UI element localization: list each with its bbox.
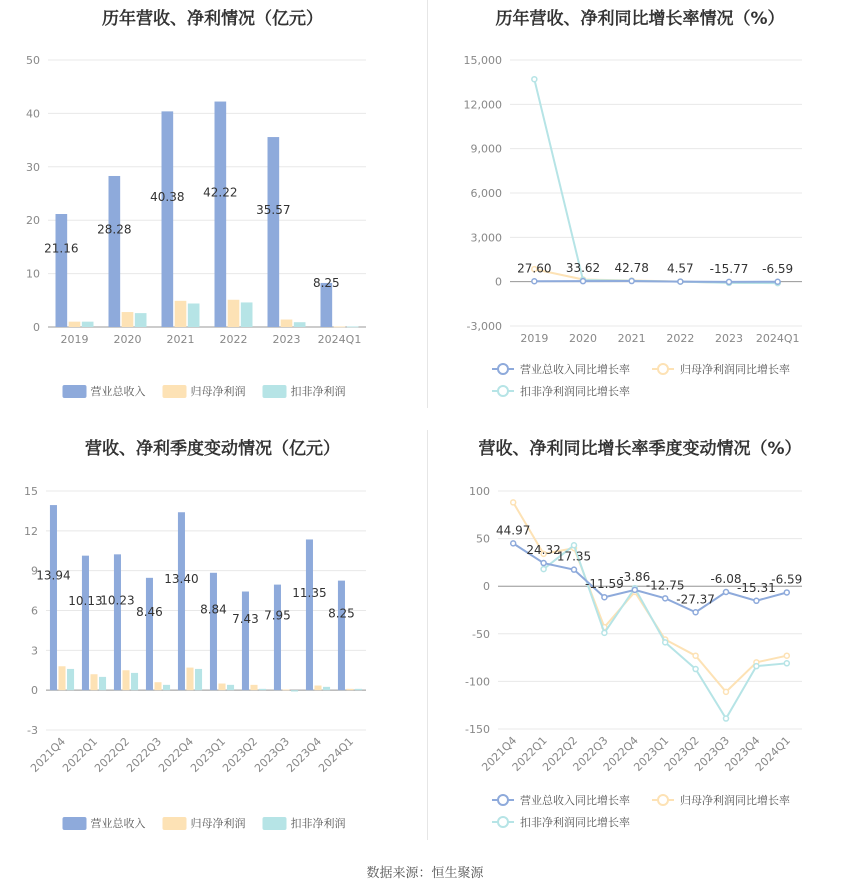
data-label: -12.75 (645, 578, 685, 593)
data-label: 28.28 (97, 222, 132, 237)
x-tick-label: 2022 (666, 332, 695, 345)
bar (175, 301, 187, 327)
x-tick-label: 2019 (520, 332, 549, 345)
bar (228, 300, 240, 327)
bar (69, 322, 81, 327)
x-tick-label: 2022Q4 (600, 733, 641, 774)
x-tick-label: 2020 (569, 332, 597, 345)
data-label: 44.97 (496, 523, 531, 538)
legend-label: 扣非净利润同比增长率 (520, 816, 630, 829)
bar (210, 573, 217, 690)
legend-marker (658, 364, 668, 374)
x-tick-label: 2023 (715, 332, 743, 345)
y-tick-label: 3 (31, 644, 38, 658)
bar (122, 670, 129, 690)
x-tick-label: 2021Q4 (28, 734, 69, 775)
data-point (532, 279, 537, 284)
legend-marker (498, 386, 508, 396)
bar (146, 578, 153, 690)
data-point (754, 664, 759, 669)
data-label: -15.31 (737, 580, 776, 595)
x-tick-label: 2022Q2 (540, 733, 581, 774)
bar (178, 512, 185, 690)
data-label: 21.16 (44, 241, 79, 256)
legend-label: 营业总收入 (90, 817, 146, 830)
data-label: 8.25 (328, 606, 355, 621)
bar (195, 669, 202, 690)
data-label: 11.35 (292, 585, 327, 600)
y-tick-label: -3,000 (466, 320, 502, 333)
bar (227, 685, 234, 690)
data-point (784, 653, 789, 658)
bar (215, 102, 227, 327)
data-label: 8.46 (136, 605, 163, 620)
legend-swatch (163, 385, 187, 398)
quarterly-growth-rate-panel (430, 428, 850, 848)
data-point (572, 543, 577, 548)
x-tick-label: 2023Q3 (692, 733, 733, 774)
data-point (632, 587, 637, 592)
data-point (541, 561, 546, 566)
legend-swatch (263, 385, 287, 398)
annual-revenue-profit-chart (0, 0, 425, 410)
x-tick-label: 2021 (166, 333, 195, 346)
legend-swatch (63, 817, 87, 830)
data-label: 13.94 (36, 568, 71, 583)
data-point (784, 661, 789, 666)
bar (294, 322, 306, 327)
bar (268, 137, 280, 327)
data-point (693, 653, 698, 658)
legend-label: 扣非净利润同比增长率 (520, 385, 630, 398)
y-tick-label: 6,000 (470, 187, 502, 200)
y-tick-label: 12 (24, 524, 38, 538)
x-tick-label: 2022Q3 (570, 733, 611, 774)
bar (122, 312, 134, 327)
x-tick-label: 2023Q2 (220, 734, 261, 775)
legend-label: 归母净利润同比增长率 (680, 794, 790, 807)
x-tick-label: 2023Q4 (722, 733, 763, 774)
x-tick-label: 2023 (272, 333, 301, 346)
legend-label: 归母净利润 (190, 817, 246, 830)
data-label: 10.23 (100, 593, 135, 608)
data-label: -3.86 (619, 569, 651, 584)
data-label: 33.62 (565, 261, 601, 276)
chart-title: 营收、净利季度变动情况（亿元） (85, 439, 340, 459)
bar (82, 322, 94, 327)
bar (67, 669, 74, 690)
data-label: -6.08 (710, 571, 742, 586)
bar (338, 581, 345, 691)
y-tick-label: 50 (476, 532, 490, 546)
data-point (663, 640, 668, 645)
data-point (754, 598, 759, 603)
x-tick-label: 2024Q1 (755, 332, 800, 345)
bar (334, 326, 346, 327)
y-tick-label: 15,000 (463, 54, 502, 67)
y-tick-label: 100 (469, 485, 490, 498)
annual-growth-rate-chart (430, 0, 850, 410)
bar (346, 689, 353, 690)
bar (109, 176, 121, 327)
bar (259, 689, 266, 690)
data-point (784, 590, 789, 595)
chart-title: 营收、净利同比增长率季度变动情况（%） (478, 439, 802, 459)
y-tick-label: 6 (31, 604, 38, 618)
legend-label: 营业总收入 (90, 385, 146, 398)
bar (135, 313, 147, 327)
vertical-divider-bottom (427, 430, 428, 840)
data-point (511, 500, 516, 505)
data-point (511, 541, 516, 546)
y-tick-label: 0 (31, 684, 38, 698)
bar (281, 320, 293, 327)
y-tick-label: 20 (26, 214, 40, 228)
bar (274, 585, 281, 691)
bar (90, 674, 97, 690)
series-line (544, 545, 787, 718)
x-tick-label: 2024Q1 (752, 733, 793, 774)
legend-swatch (163, 817, 187, 830)
quarterly-growth-rate-chart (430, 428, 850, 848)
data-point (572, 567, 577, 572)
chart-title: 历年营收、净利情况（亿元） (102, 9, 323, 29)
data-label: -11.59 (585, 577, 624, 592)
data-label: 35.57 (256, 203, 291, 218)
y-tick-label: -3 (27, 724, 38, 737)
x-tick-label: 2022Q1 (509, 733, 550, 774)
data-label: -6.59 (762, 261, 794, 276)
data-point (629, 279, 634, 284)
bar (306, 539, 313, 690)
x-tick-label: 2023Q1 (188, 734, 229, 775)
x-tick-label: 2023Q4 (284, 734, 325, 775)
y-tick-label: 50 (26, 54, 40, 67)
y-tick-label: 9 (31, 564, 38, 578)
bar (162, 111, 174, 327)
data-label: 13.40 (164, 572, 199, 587)
data-source: 数据来源：恒生聚源 (366, 866, 484, 881)
bar (314, 686, 321, 691)
data-point (678, 279, 683, 284)
y-tick-label: -50 (472, 627, 490, 641)
data-label: 7.95 (264, 608, 291, 623)
data-label: -15.77 (709, 261, 749, 276)
legend-marker (498, 817, 508, 827)
series-line (534, 281, 777, 282)
data-label: 4.57 (666, 261, 694, 276)
legend-label: 营业总收入同比增长率 (520, 363, 630, 376)
legend-label: 扣非净利润 (290, 817, 346, 830)
data-label: 8.25 (312, 275, 340, 290)
chart-title: 历年营收、净利同比增长率情况（%） (495, 9, 785, 29)
data-point (693, 667, 698, 672)
x-tick-label: 2022Q2 (92, 734, 133, 775)
x-tick-label: 2021 (617, 332, 646, 345)
bar (58, 666, 65, 690)
bar (99, 677, 106, 690)
y-tick-label: 3,000 (470, 231, 502, 245)
data-label: 27.60 (517, 261, 552, 276)
x-tick-label: 2019 (60, 333, 89, 346)
data-point (663, 596, 668, 601)
data-point (602, 630, 607, 635)
y-tick-label: -100 (465, 675, 490, 689)
data-label: -6.59 (771, 572, 803, 587)
x-tick-label: 2022Q4 (156, 734, 197, 775)
annual-revenue-profit-panel (0, 0, 425, 410)
x-tick-label: 2022Q1 (60, 734, 101, 775)
y-tick-label: 0 (33, 321, 40, 334)
bar (188, 304, 200, 327)
data-label: 42.22 (203, 185, 238, 200)
bar (50, 505, 57, 690)
y-tick-label: 30 (26, 160, 40, 174)
data-label: 24.32 (526, 543, 561, 558)
x-tick-label: 2022 (219, 333, 248, 346)
y-tick-label: 40 (26, 107, 40, 121)
x-tick-label: 2023Q2 (661, 733, 702, 774)
data-label: 42.78 (614, 261, 649, 276)
y-tick-label: -150 (465, 723, 490, 736)
annual-growth-rate-panel (430, 0, 850, 410)
bar (154, 682, 161, 690)
data-label: -27.37 (676, 592, 715, 607)
series-line (534, 79, 777, 283)
y-tick-label: 10 (26, 267, 40, 281)
bar (56, 214, 68, 327)
bar (323, 687, 330, 690)
bar (355, 689, 362, 690)
y-tick-label: 12,000 (463, 98, 502, 112)
bar (218, 684, 225, 691)
x-tick-label: 2022Q3 (124, 734, 165, 775)
data-point (724, 716, 729, 721)
data-point (581, 279, 586, 284)
data-label: 10.13 (68, 593, 103, 608)
legend-swatch (63, 385, 87, 398)
legend-label: 归母净利润同比增长率 (680, 363, 790, 376)
bar (114, 554, 121, 690)
bar (242, 592, 249, 691)
data-point (775, 279, 780, 284)
legend-label: 归母净利润 (190, 385, 246, 398)
x-tick-label: 2023Q1 (631, 733, 672, 774)
bar (241, 302, 253, 327)
data-label: 40.38 (150, 190, 185, 205)
data-point (602, 595, 607, 600)
legend-marker (498, 364, 508, 374)
data-point (724, 689, 729, 694)
legend-marker (498, 795, 508, 805)
y-tick-label: 9,000 (470, 142, 502, 156)
data-point (724, 589, 729, 594)
vertical-divider-top (427, 0, 428, 408)
y-tick-label: 0 (483, 580, 490, 594)
x-tick-label: 2021Q4 (479, 733, 520, 774)
y-tick-label: 0 (495, 275, 502, 289)
legend-marker (658, 795, 668, 805)
x-tick-label: 2024Q1 (316, 734, 357, 775)
bar (347, 326, 359, 327)
bar (282, 690, 289, 691)
x-tick-label: 2024Q1 (317, 333, 362, 346)
data-point (532, 77, 537, 82)
bar (163, 685, 170, 690)
bar (291, 690, 298, 691)
bar (186, 668, 193, 691)
legend-label: 营业总收入同比增长率 (520, 794, 630, 807)
data-label: 8.84 (200, 602, 227, 617)
x-tick-label: 2020 (113, 333, 142, 346)
data-label: 17.35 (556, 549, 592, 564)
data-point (541, 567, 546, 572)
y-tick-label: 15 (24, 485, 38, 498)
bar (131, 673, 138, 690)
bar (82, 556, 89, 691)
x-tick-label: 2023Q3 (252, 734, 293, 775)
data-label: 7.43 (232, 611, 259, 626)
quarterly-revenue-profit-panel (0, 428, 425, 848)
legend-label: 扣非净利润 (290, 385, 346, 398)
bar (250, 685, 257, 690)
data-point (727, 279, 732, 284)
legend-swatch (263, 817, 287, 830)
quarterly-revenue-profit-chart (0, 428, 425, 848)
data-point (693, 610, 698, 615)
